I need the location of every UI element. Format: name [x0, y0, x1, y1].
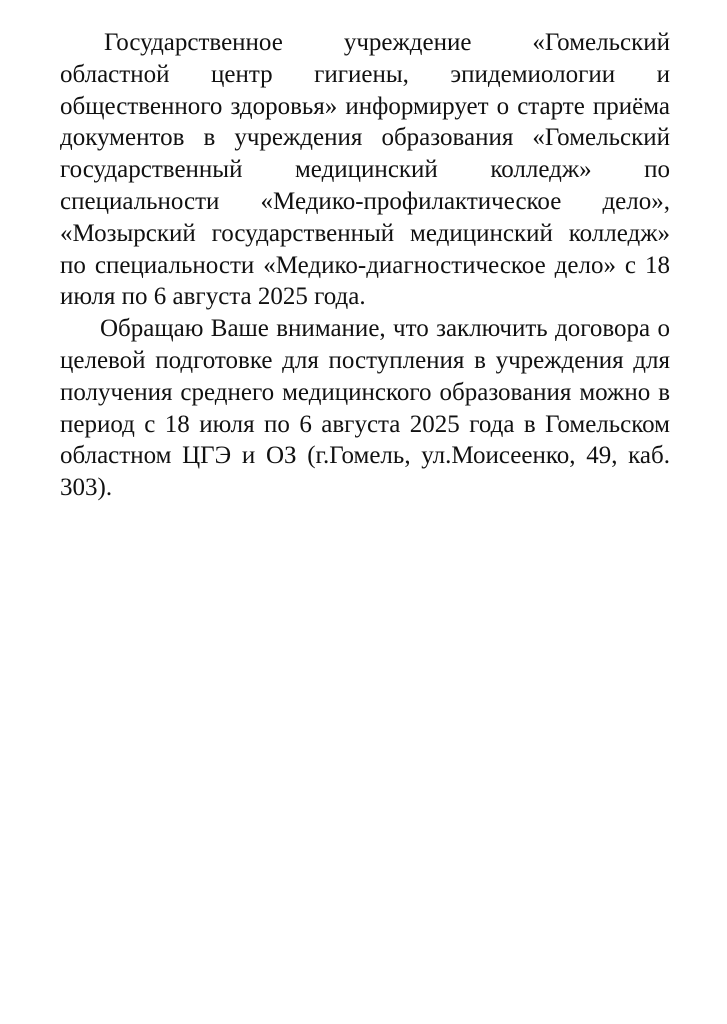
paragraph-announcement: Государственное учреждение «Гомельский областной центр гигиены, эпидемиологии и общественного здоровья» информирует о старте приёма документов в учреждения образования «Гомельский государственный медицинский колледж» по специальности «Медико-профилактическое дело», «Мозырский государственный медицинский колледж» по специальности «Медико-диагностическое дело» с 18 июля по 6 августа 2025 года.	[60, 29, 670, 311]
document-body	[60, 27, 670, 504]
paragraph-contract-info: Обращаю Ваше внимание, что заключить договора о целевой подготовке для поступления в учреждения для получения среднего медицинского образования можно в период с 18 июля по 6 августа 2025 года в Гомельском областном ЦГЭ и ОЗ (г.Гомель, ул.Моисеенко, 49, каб. 303).	[60, 315, 670, 502]
